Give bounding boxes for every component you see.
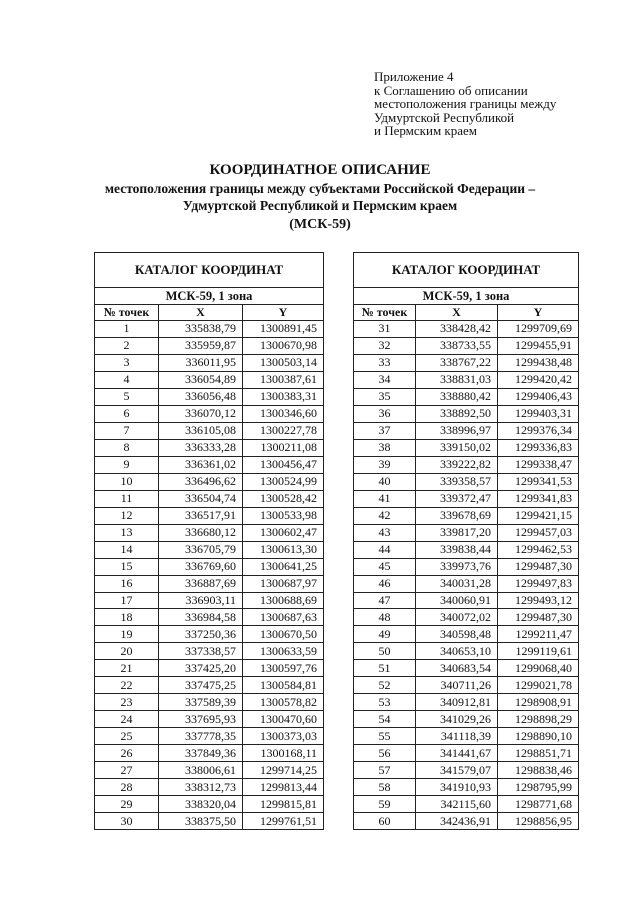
point-x: 340683,54 bbox=[416, 660, 498, 677]
point-y: 1299438,48 bbox=[498, 354, 579, 371]
point-x: 339973,76 bbox=[416, 558, 498, 575]
table-row bbox=[95, 711, 324, 728]
annex-line: к Соглашению об описании bbox=[374, 82, 528, 98]
point-y: 1300687,63 bbox=[243, 609, 324, 626]
point-y: 1300383,31 bbox=[243, 388, 324, 405]
point-x: 338428,42 bbox=[416, 321, 498, 338]
point-number: 34 bbox=[354, 371, 416, 388]
point-y: 1300670,50 bbox=[243, 626, 324, 643]
point-number: 55 bbox=[354, 728, 416, 745]
point-x: 336887,69 bbox=[159, 575, 243, 592]
point-y: 1300211,08 bbox=[243, 439, 324, 456]
point-number: 4 bbox=[95, 371, 159, 388]
point-y: 1299815,81 bbox=[243, 796, 324, 813]
point-number: 21 bbox=[95, 660, 159, 677]
point-number: 18 bbox=[95, 609, 159, 626]
point-x: 342115,60 bbox=[416, 796, 498, 813]
point-y: 1300524,99 bbox=[243, 473, 324, 490]
catalog-system: МСК-59, 1 зона bbox=[95, 288, 324, 305]
table-row bbox=[95, 677, 324, 694]
point-number: 45 bbox=[354, 558, 416, 575]
point-x: 341579,07 bbox=[416, 762, 498, 779]
table-row bbox=[95, 321, 324, 338]
point-number: 14 bbox=[95, 541, 159, 558]
point-x: 338996,97 bbox=[416, 422, 498, 439]
point-number: 2 bbox=[95, 337, 159, 354]
point-x: 339222,82 bbox=[416, 456, 498, 473]
point-y: 1300503,14 bbox=[243, 354, 324, 371]
point-number: 40 bbox=[354, 473, 416, 490]
point-x: 337338,57 bbox=[159, 643, 243, 660]
table-body-left bbox=[95, 321, 324, 830]
point-x: 338831,03 bbox=[416, 371, 498, 388]
point-number: 51 bbox=[354, 660, 416, 677]
point-y: 1300533,98 bbox=[243, 507, 324, 524]
table-row bbox=[95, 354, 324, 371]
table-row bbox=[354, 813, 579, 830]
table-row bbox=[95, 371, 324, 388]
document-title bbox=[0, 160, 640, 235]
point-number: 27 bbox=[95, 762, 159, 779]
point-y: 1300688,69 bbox=[243, 592, 324, 609]
point-y: 1299341,83 bbox=[498, 490, 579, 507]
point-x: 336705,79 bbox=[159, 541, 243, 558]
point-y: 1300641,25 bbox=[243, 558, 324, 575]
point-x: 341910,93 bbox=[416, 779, 498, 796]
point-x: 336517,91 bbox=[159, 507, 243, 524]
table-row bbox=[354, 507, 579, 524]
table-row bbox=[95, 728, 324, 745]
point-x: 340598,48 bbox=[416, 626, 498, 643]
point-y: 1300528,42 bbox=[243, 490, 324, 507]
point-y: 1299761,51 bbox=[243, 813, 324, 830]
table-row bbox=[354, 354, 579, 371]
point-y: 1299457,03 bbox=[498, 524, 579, 541]
table-row bbox=[95, 473, 324, 490]
table-row bbox=[95, 490, 324, 507]
point-x: 340711,26 bbox=[416, 677, 498, 694]
point-x: 340031,28 bbox=[416, 575, 498, 592]
table-row bbox=[95, 813, 324, 830]
table-row bbox=[354, 439, 579, 456]
point-x: 336333,28 bbox=[159, 439, 243, 456]
point-number: 42 bbox=[354, 507, 416, 524]
table-row bbox=[354, 337, 579, 354]
point-x: 340072,02 bbox=[416, 609, 498, 626]
point-number: 9 bbox=[95, 456, 159, 473]
table-row bbox=[354, 728, 579, 745]
point-y: 1299497,83 bbox=[498, 575, 579, 592]
point-number: 44 bbox=[354, 541, 416, 558]
point-y: 1300470,60 bbox=[243, 711, 324, 728]
table-row bbox=[354, 473, 579, 490]
point-y: 1300687,97 bbox=[243, 575, 324, 592]
point-x: 339372,47 bbox=[416, 490, 498, 507]
point-y: 1300227,78 bbox=[243, 422, 324, 439]
point-y: 1299119,61 bbox=[498, 643, 579, 660]
annex-line: и Пермским краем bbox=[374, 123, 477, 138]
table-row bbox=[354, 643, 579, 660]
col-header-y: Y bbox=[243, 305, 324, 321]
point-number: 3 bbox=[95, 354, 159, 371]
point-number: 53 bbox=[354, 694, 416, 711]
point-x: 336984,58 bbox=[159, 609, 243, 626]
point-y: 1300613,30 bbox=[243, 541, 324, 558]
point-x: 336903,11 bbox=[159, 592, 243, 609]
point-y: 1300597,76 bbox=[243, 660, 324, 677]
point-x: 336054,89 bbox=[159, 371, 243, 388]
table-row bbox=[95, 524, 324, 541]
table-row bbox=[354, 779, 579, 796]
table-row bbox=[95, 643, 324, 660]
point-x: 337250,36 bbox=[159, 626, 243, 643]
table-row bbox=[354, 626, 579, 643]
point-y: 1299420,42 bbox=[498, 371, 579, 388]
table-row bbox=[95, 337, 324, 354]
point-number: 26 bbox=[95, 745, 159, 762]
point-x: 337695,93 bbox=[159, 711, 243, 728]
col-header-num: № точек bbox=[354, 305, 416, 321]
point-number: 57 bbox=[354, 762, 416, 779]
col-header-num: № точек bbox=[95, 305, 159, 321]
table-row bbox=[95, 694, 324, 711]
point-x: 339358,57 bbox=[416, 473, 498, 490]
point-x: 338320,04 bbox=[159, 796, 243, 813]
point-y: 1298851,71 bbox=[498, 745, 579, 762]
point-number: 37 bbox=[354, 422, 416, 439]
annex-note bbox=[374, 70, 556, 138]
table-row bbox=[95, 405, 324, 422]
catalog-heading: КАТАЛОГ КООРДИНАТ bbox=[354, 253, 579, 288]
point-number: 20 bbox=[95, 643, 159, 660]
table-body-right bbox=[354, 321, 579, 830]
point-number: 43 bbox=[354, 524, 416, 541]
point-number: 5 bbox=[95, 388, 159, 405]
title-subtitle: Удмуртской Республикой и Пермским краем bbox=[182, 198, 458, 213]
table-row bbox=[95, 422, 324, 439]
point-number: 33 bbox=[354, 354, 416, 371]
point-y: 1299406,43 bbox=[498, 388, 579, 405]
point-y: 1299487,30 bbox=[498, 558, 579, 575]
point-number: 16 bbox=[95, 575, 159, 592]
point-y: 1299455,91 bbox=[498, 337, 579, 354]
point-y: 1299211,47 bbox=[498, 626, 579, 643]
point-number: 12 bbox=[95, 507, 159, 524]
point-y: 1298890,10 bbox=[498, 728, 579, 745]
point-number: 52 bbox=[354, 677, 416, 694]
point-x: 340653,10 bbox=[416, 643, 498, 660]
point-x: 340060,91 bbox=[416, 592, 498, 609]
point-y: 1299376,34 bbox=[498, 422, 579, 439]
point-x: 341029,26 bbox=[416, 711, 498, 728]
point-number: 15 bbox=[95, 558, 159, 575]
point-x: 335838,79 bbox=[159, 321, 243, 338]
point-x: 338312,73 bbox=[159, 779, 243, 796]
point-x: 336504,74 bbox=[159, 490, 243, 507]
point-y: 1299462,53 bbox=[498, 541, 579, 558]
point-number: 54 bbox=[354, 711, 416, 728]
table-row bbox=[95, 507, 324, 524]
point-y: 1300168,11 bbox=[243, 745, 324, 762]
table-row bbox=[354, 762, 579, 779]
point-number: 36 bbox=[354, 405, 416, 422]
point-number: 38 bbox=[354, 439, 416, 456]
point-y: 1299709,69 bbox=[498, 321, 579, 338]
table-row bbox=[354, 321, 579, 338]
point-x: 339838,44 bbox=[416, 541, 498, 558]
point-y: 1300373,03 bbox=[243, 728, 324, 745]
point-number: 35 bbox=[354, 388, 416, 405]
point-y: 1300602,47 bbox=[243, 524, 324, 541]
table-row bbox=[95, 439, 324, 456]
point-x: 338892,50 bbox=[416, 405, 498, 422]
table-row bbox=[354, 388, 579, 405]
catalog-heading: КАТАЛОГ КООРДИНАТ bbox=[95, 253, 324, 288]
point-number: 39 bbox=[354, 456, 416, 473]
table-row bbox=[95, 660, 324, 677]
point-number: 25 bbox=[95, 728, 159, 745]
point-x: 336105,08 bbox=[159, 422, 243, 439]
point-x: 336070,12 bbox=[159, 405, 243, 422]
point-number: 56 bbox=[354, 745, 416, 762]
point-x: 339817,20 bbox=[416, 524, 498, 541]
point-number: 41 bbox=[354, 490, 416, 507]
point-y: 1300578,82 bbox=[243, 694, 324, 711]
point-number: 7 bbox=[95, 422, 159, 439]
title-subtitle: местоположения границы между субъектами Российской Федерации – bbox=[104, 181, 536, 196]
point-number: 13 bbox=[95, 524, 159, 541]
point-x: 337475,25 bbox=[159, 677, 243, 694]
point-y: 1300891,45 bbox=[243, 321, 324, 338]
annex-line: Приложение 4 bbox=[374, 69, 454, 84]
point-number: 58 bbox=[354, 779, 416, 796]
point-number: 8 bbox=[95, 439, 159, 456]
point-y: 1299341,53 bbox=[498, 473, 579, 490]
table-row bbox=[95, 541, 324, 558]
coordinate-table-right bbox=[353, 252, 579, 830]
point-number: 24 bbox=[95, 711, 159, 728]
point-y: 1298838,46 bbox=[498, 762, 579, 779]
point-y: 1300346,60 bbox=[243, 405, 324, 422]
catalog-system: МСК-59, 1 зона bbox=[354, 288, 579, 305]
point-number: 23 bbox=[95, 694, 159, 711]
table-row bbox=[95, 592, 324, 609]
table-row bbox=[95, 456, 324, 473]
table-row bbox=[354, 490, 579, 507]
point-x: 341441,67 bbox=[416, 745, 498, 762]
table-row bbox=[354, 541, 579, 558]
annex-line: местоположения границы между bbox=[374, 96, 557, 111]
coordinate-table-left bbox=[94, 252, 324, 830]
annex-line: Удмуртской Республикой bbox=[374, 109, 515, 125]
point-y: 1299487,30 bbox=[498, 609, 579, 626]
point-number: 6 bbox=[95, 405, 159, 422]
point-number: 1 bbox=[95, 321, 159, 338]
point-y: 1299338,47 bbox=[498, 456, 579, 473]
table-row bbox=[95, 388, 324, 405]
point-y: 1300584,81 bbox=[243, 677, 324, 694]
point-x: 339150,02 bbox=[416, 439, 498, 456]
point-x: 338733,55 bbox=[416, 337, 498, 354]
point-number: 11 bbox=[95, 490, 159, 507]
point-number: 50 bbox=[354, 643, 416, 660]
table-row bbox=[95, 796, 324, 813]
table-row bbox=[354, 660, 579, 677]
point-y: 1299021,78 bbox=[498, 677, 579, 694]
table-row bbox=[354, 711, 579, 728]
point-y: 1300387,61 bbox=[243, 371, 324, 388]
point-x: 335959,87 bbox=[159, 337, 243, 354]
table-row bbox=[95, 762, 324, 779]
point-y: 1299403,31 bbox=[498, 405, 579, 422]
point-number: 60 bbox=[354, 813, 416, 830]
point-x: 339678,69 bbox=[416, 507, 498, 524]
title-system: (МСК-59) bbox=[289, 217, 351, 232]
point-y: 1298795,99 bbox=[498, 779, 579, 796]
table-row bbox=[354, 422, 579, 439]
point-number: 32 bbox=[354, 337, 416, 354]
point-number: 48 bbox=[354, 609, 416, 626]
point-number: 28 bbox=[95, 779, 159, 796]
point-number: 29 bbox=[95, 796, 159, 813]
table-row bbox=[354, 677, 579, 694]
point-x: 340912,81 bbox=[416, 694, 498, 711]
col-header-x: X bbox=[159, 305, 243, 321]
table-row bbox=[354, 456, 579, 473]
point-number: 19 bbox=[95, 626, 159, 643]
point-number: 49 bbox=[354, 626, 416, 643]
point-y: 1298898,29 bbox=[498, 711, 579, 728]
point-y: 1299493,12 bbox=[498, 592, 579, 609]
point-y: 1299421,15 bbox=[498, 507, 579, 524]
point-y: 1299336,83 bbox=[498, 439, 579, 456]
table-row bbox=[95, 779, 324, 796]
table-row bbox=[354, 575, 579, 592]
table-row bbox=[95, 626, 324, 643]
col-header-y: Y bbox=[498, 305, 579, 321]
point-y: 1300456,47 bbox=[243, 456, 324, 473]
table-row bbox=[354, 796, 579, 813]
table-row bbox=[354, 405, 579, 422]
point-x: 341118,39 bbox=[416, 728, 498, 745]
point-y: 1300670,98 bbox=[243, 337, 324, 354]
point-number: 46 bbox=[354, 575, 416, 592]
table-row bbox=[354, 558, 579, 575]
point-x: 338767,22 bbox=[416, 354, 498, 371]
point-y: 1300633,59 bbox=[243, 643, 324, 660]
point-x: 338006,61 bbox=[159, 762, 243, 779]
point-x: 336361,02 bbox=[159, 456, 243, 473]
point-x: 337589,39 bbox=[159, 694, 243, 711]
point-number: 10 bbox=[95, 473, 159, 490]
table-row bbox=[95, 609, 324, 626]
table-row bbox=[354, 609, 579, 626]
point-x: 338375,50 bbox=[159, 813, 243, 830]
point-x: 337425,20 bbox=[159, 660, 243, 677]
table-row bbox=[354, 745, 579, 762]
point-number: 30 bbox=[95, 813, 159, 830]
point-y: 1299714,25 bbox=[243, 762, 324, 779]
point-x: 336496,62 bbox=[159, 473, 243, 490]
point-x: 337778,35 bbox=[159, 728, 243, 745]
point-number: 31 bbox=[354, 321, 416, 338]
point-y: 1299813,44 bbox=[243, 779, 324, 796]
table-row bbox=[354, 371, 579, 388]
point-x: 337849,36 bbox=[159, 745, 243, 762]
point-y: 1299068,40 bbox=[498, 660, 579, 677]
table-row bbox=[354, 694, 579, 711]
point-x: 336769,60 bbox=[159, 558, 243, 575]
point-number: 47 bbox=[354, 592, 416, 609]
table-row bbox=[354, 524, 579, 541]
point-x: 336056,48 bbox=[159, 388, 243, 405]
point-number: 59 bbox=[354, 796, 416, 813]
table-row bbox=[95, 558, 324, 575]
point-y: 1298771,68 bbox=[498, 796, 579, 813]
point-number: 22 bbox=[95, 677, 159, 694]
col-header-x: X bbox=[416, 305, 498, 321]
point-number: 17 bbox=[95, 592, 159, 609]
point-x: 342436,91 bbox=[416, 813, 498, 830]
point-x: 338880,42 bbox=[416, 388, 498, 405]
table-row bbox=[95, 745, 324, 762]
table-row bbox=[95, 575, 324, 592]
point-y: 1298856,95 bbox=[498, 813, 579, 830]
table-row bbox=[354, 592, 579, 609]
point-x: 336011,95 bbox=[159, 354, 243, 371]
title-main: КООРДИНАТНОЕ ОПИСАНИЕ bbox=[209, 162, 431, 178]
point-y: 1298908,91 bbox=[498, 694, 579, 711]
point-x: 336680,12 bbox=[159, 524, 243, 541]
